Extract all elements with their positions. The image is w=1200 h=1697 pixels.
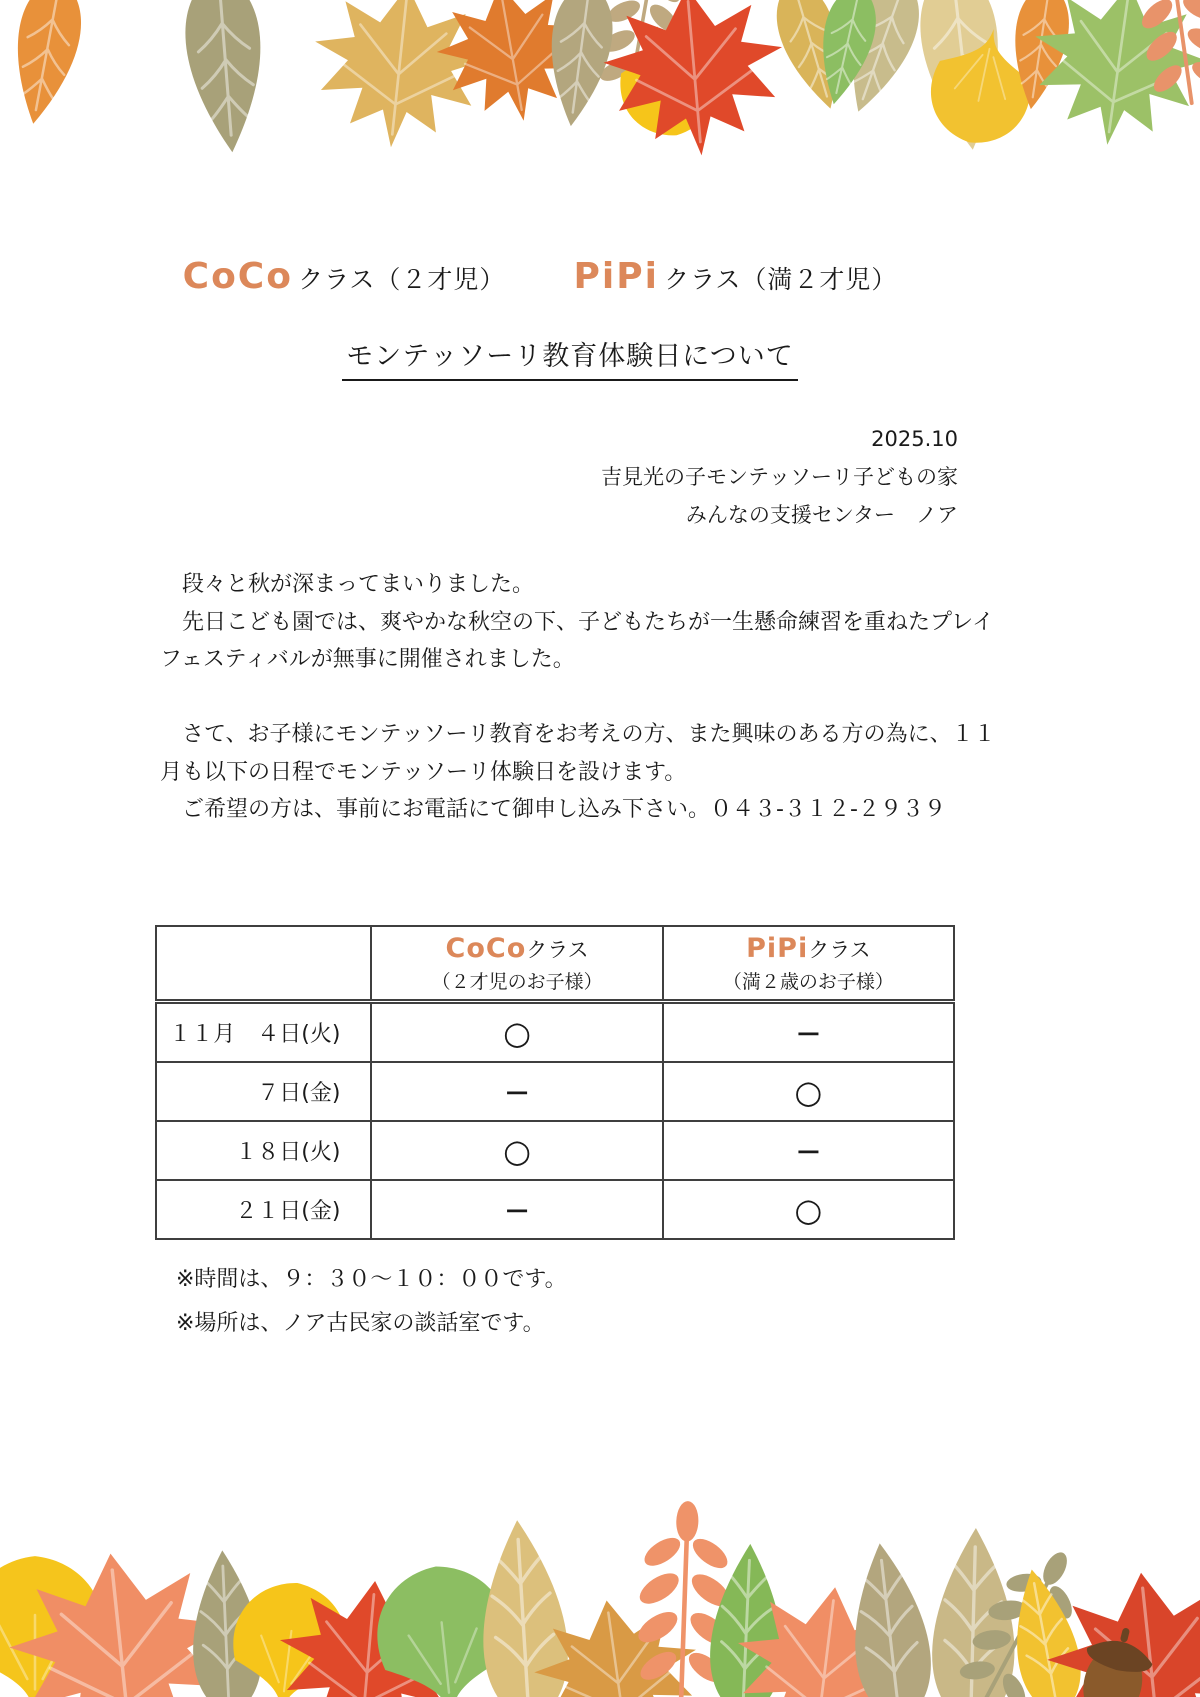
table-row [156,1002,954,1063]
table-row [156,1180,954,1239]
body-text [160,566,996,829]
coco-availability-cell: − [371,1062,662,1121]
coco-column-title [373,933,660,964]
coco-class-label: クラス（２才児） [298,265,506,294]
schedule-table [155,925,955,1240]
coco-suffix: クラス [526,937,589,962]
body-line-2: 先日こども園では、爽やかな秋空の下、子どもたちが一生懸命練習を重ねたプレイ [160,609,995,635]
simple-leaf-icon [2,0,90,129]
pipi-availability-cell: ○ [663,1062,954,1121]
note-time: ※時間は、９：３０～１０：００です。 [176,1267,567,1292]
autumn-leaves-top-border [0,0,1200,165]
date-cell: ７日(金) [156,1062,371,1121]
title-row [0,334,1140,381]
pipi-logo: PiPi [573,256,659,297]
pipi-logo: PiPi [746,932,809,964]
body-line-1: 段々と秋が深まってまいりました。 [160,572,535,597]
date-cell: １１月 ４日(火) [156,1002,371,1063]
date-cell: １８日(火) [156,1121,371,1180]
table-row [156,1062,954,1121]
org-name-2: みんなの支援センター ノア [685,503,958,527]
pipi-availability-cell: − [663,1121,954,1180]
pipi-column-subtitle: （満２歳のお子様） [722,970,894,993]
autumn-leaves-bottom-border [0,1467,1200,1697]
coco-availability-cell: ○ [371,1002,662,1063]
coco-availability-cell: ○ [371,1121,662,1180]
meta-block [601,420,958,534]
body-line-5: 月も以下の日程でモンテッソーリ体験日を設けます。 [160,759,687,785]
coco-logo: CoCo [182,256,293,297]
table-row [156,1121,954,1180]
empty-header-cell [156,926,371,1002]
simple-leaf-icon [181,0,268,155]
body-line-4: さて、お子様にモンテッソーリ教育をお考えの方、また興味のある方の為に、１１ [160,722,996,747]
org-name-1: 吉見光の子モンテッソーリ子どもの家 [601,465,958,489]
date-cell: ２１日(金) [156,1180,371,1239]
pipi-availability-cell: − [663,1002,954,1063]
issue-date: 2025.10 [871,427,958,451]
note-place: ※場所は、ノア古民家の談話室です。 [176,1311,545,1336]
pipi-class-label: クラス（満２才児） [664,265,898,294]
coco-logo: CoCo [445,932,527,964]
pipi-suffix: クラス [808,937,871,962]
notes [176,1258,567,1346]
page-title: モンテッソーリ教育体験日について [342,334,797,381]
pipi-column-header [663,926,954,1002]
coco-availability-cell: − [371,1180,662,1239]
pipi-column-title [665,933,952,964]
coco-column-subtitle: （２才児のお子様） [431,970,603,993]
body-line-3: フェスティバルが無事に開催されました。 [160,647,575,672]
class-header [0,256,1080,297]
blank-line [160,679,996,717]
table-header-row [156,926,954,1002]
coco-column-header [371,926,662,1002]
pipi-availability-cell: ○ [663,1180,954,1239]
body-line-6: ご希望の方は、事前にお電話にて御申し込み下さい。０４３‐３１２‐２９３９ [160,797,946,822]
